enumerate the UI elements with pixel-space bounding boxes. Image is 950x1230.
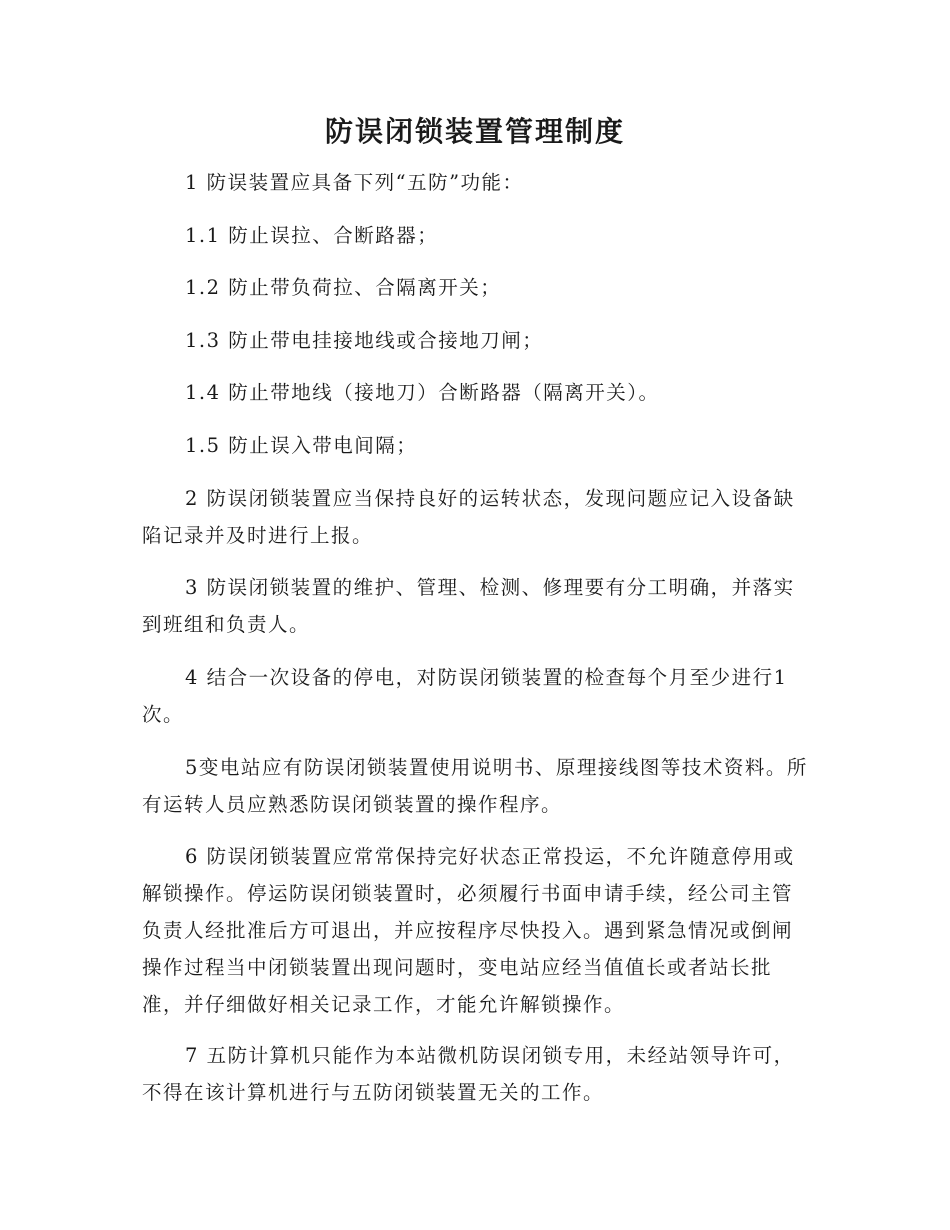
paragraph-1-2: 1.2 防止带负荷拉、合隔离开关； bbox=[185, 276, 502, 299]
paragraph-2: 2 防误闭锁装置应当保持良好的运转状态，发现问题应记入设备缺陷记录并及时进行上报。 bbox=[142, 487, 795, 547]
paragraph-1-3: 1.3 防止带电挂接地线或合接地刀闸； bbox=[185, 329, 544, 352]
paragraph-1-1: 1.1 防止误拉、合断路器； bbox=[185, 224, 439, 247]
paragraph-3: 3 防误闭锁装置的维护、管理、检测、修理要有分工明确，并落实到班组和负责人。 bbox=[142, 576, 795, 636]
paragraph-5: 5变电站应有防误闭锁装置使用说明书、原理接线图等技术资料。所有运转人员应熟悉防误闭锁装置的操作程序。 bbox=[142, 756, 808, 816]
document-title: 防误闭锁装置管理制度 bbox=[324, 115, 625, 148]
paragraph-4: 4 结合一次设备的停电，对防误闭锁装置的检查每个月至少进行1次。 bbox=[142, 666, 788, 726]
paragraph-7: 7 五防计算机只能作为本站微机防误闭锁专用，未经站领导许可，不得在该计算机进行与五防闭锁装置无关的工作。 bbox=[142, 1044, 795, 1104]
paragraph-6: 6 防误闭锁装置应常常保持完好状态正常投运，不允许随意停用或解锁操作。停运防误闭锁装置时，必须履行书面申请手续，经公司主管负责人经批准后方可退出，并应按程序尽快投入。遇到紧急情况或倒闸操作过程当中闭锁装置出现问题时，变电站应经当值值长或者站长批准，并仔细做好相关记录工作，才能允许解锁操作。 bbox=[142, 845, 795, 1016]
paragraph-1: 1 防误装置应具备下列“五防”功能： bbox=[185, 171, 524, 194]
paragraph-1-5: 1.5 防止误入带电间隔； bbox=[185, 434, 418, 457]
paragraph-1-4: 1.4 防止带地线（接地刀）合断路器（隔离开关）。 bbox=[185, 381, 660, 404]
